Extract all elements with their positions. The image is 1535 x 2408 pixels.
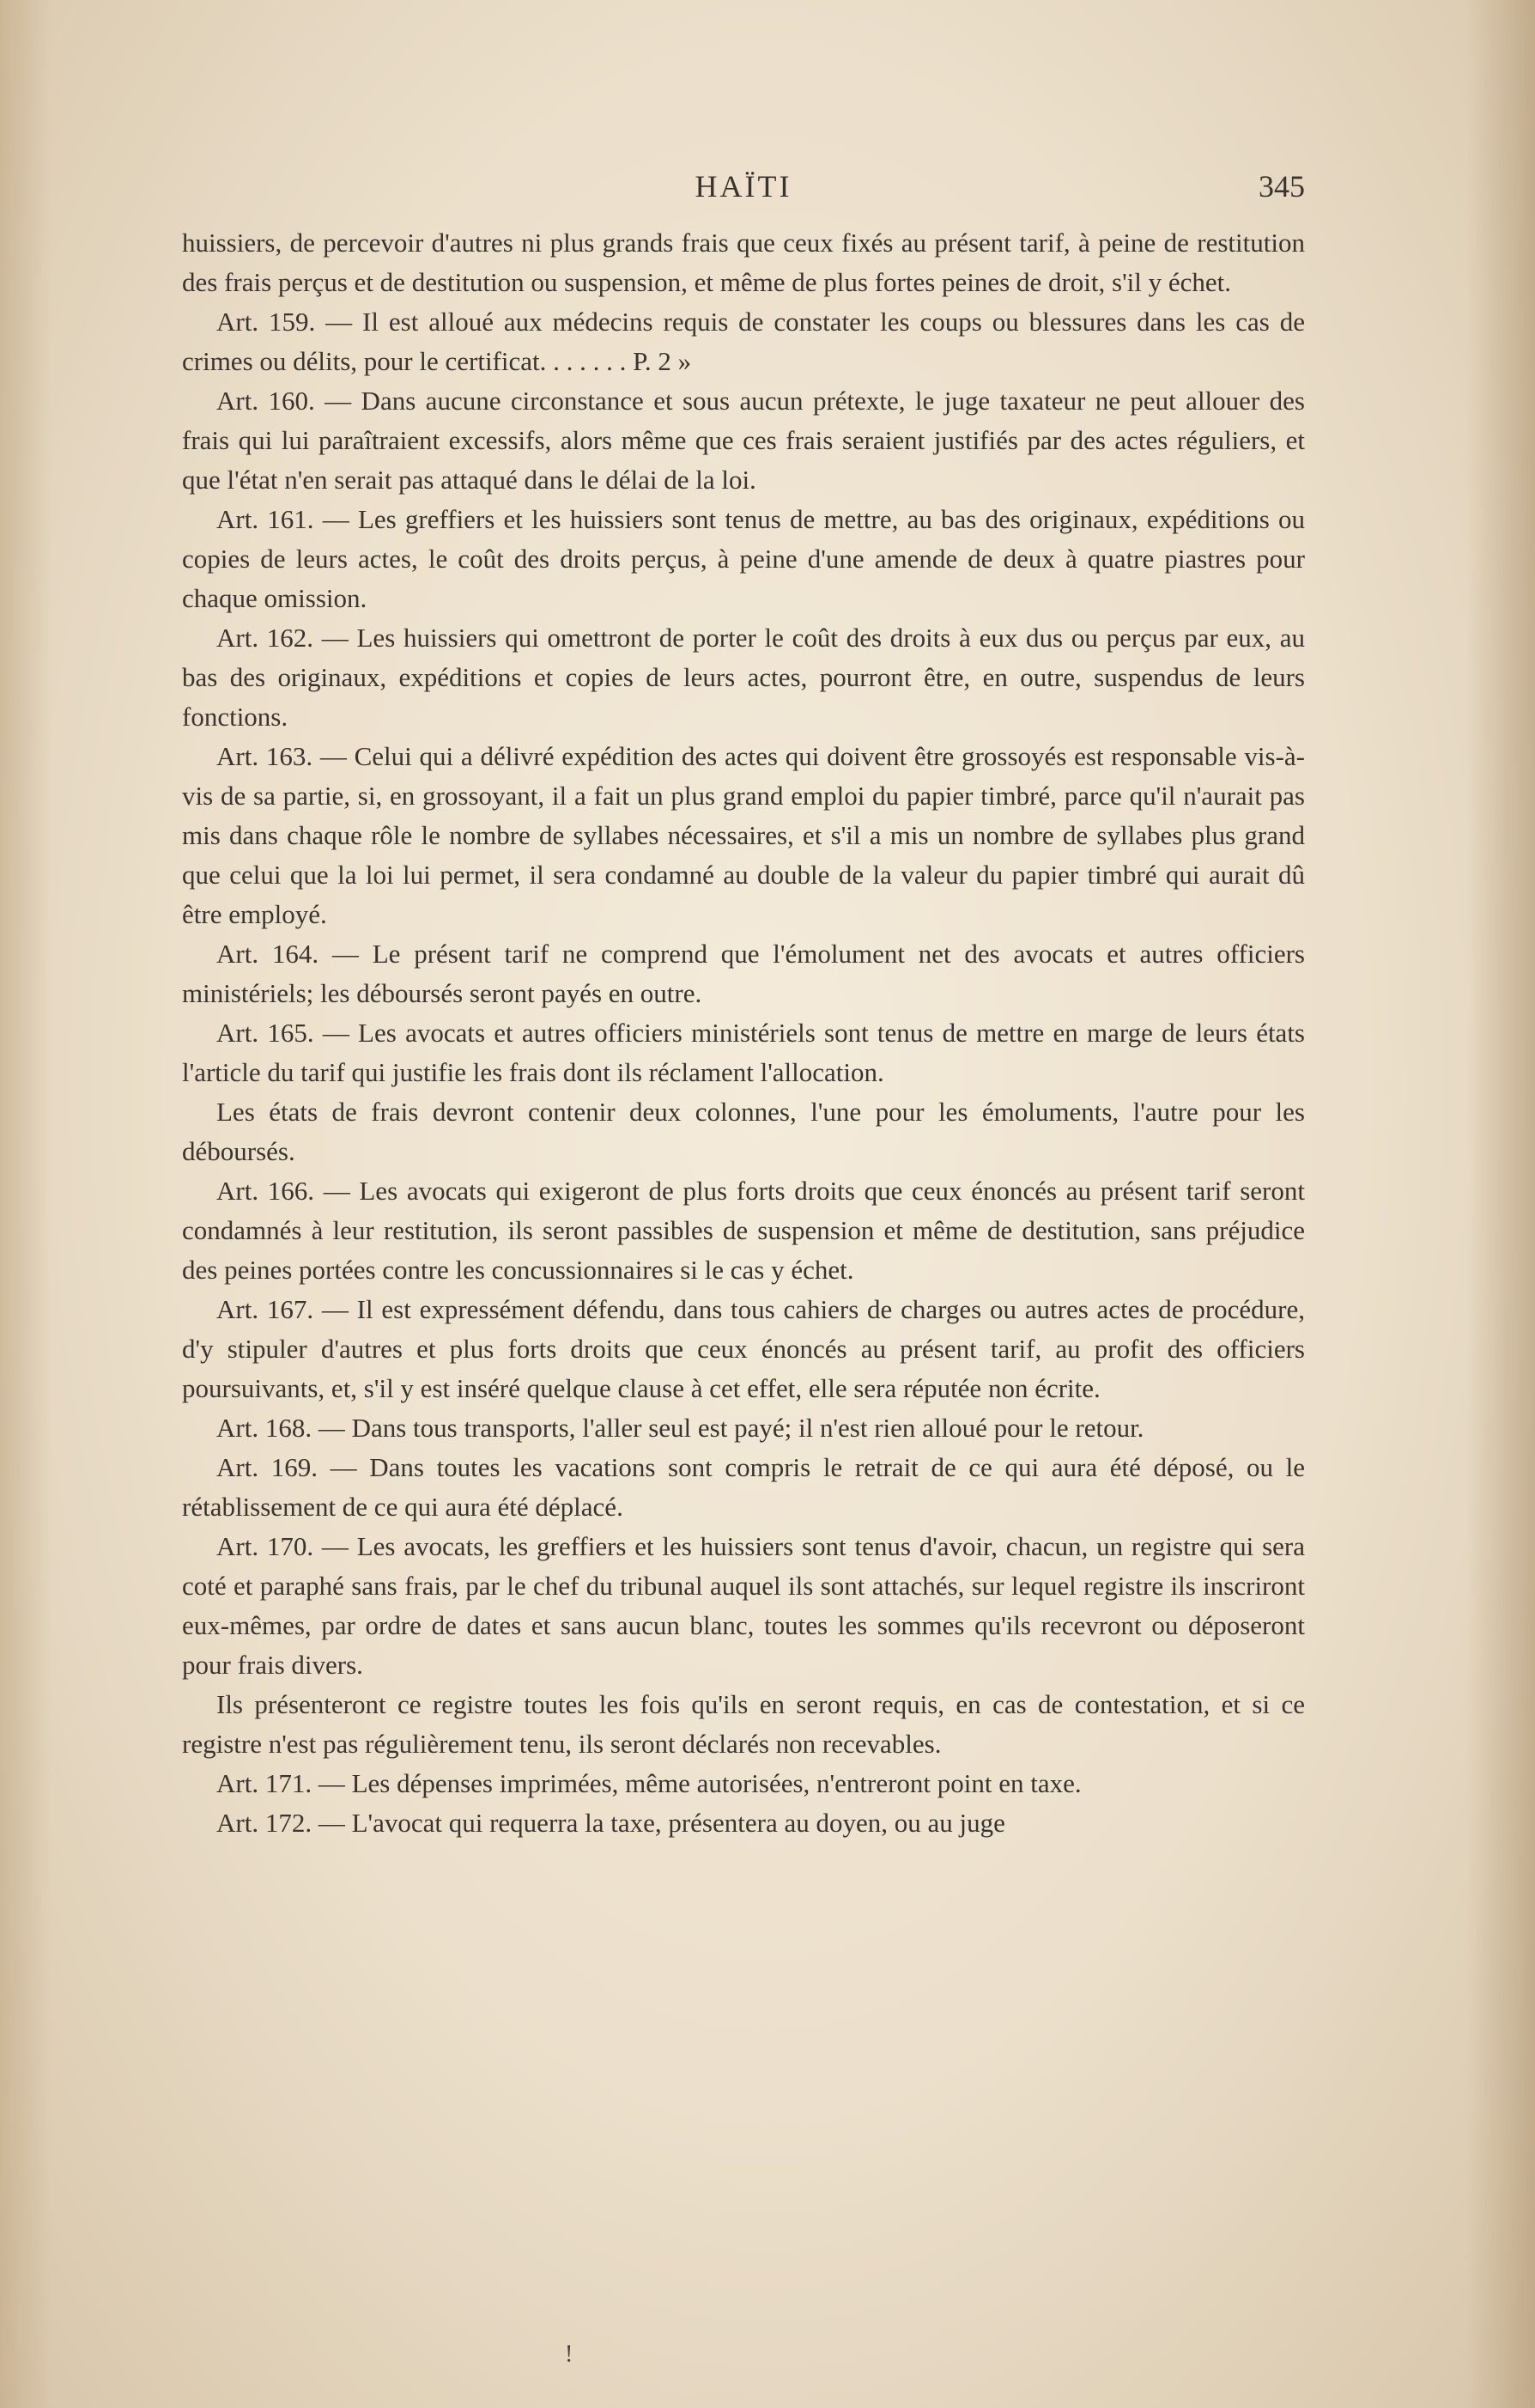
paragraph-art-161: Art. 161. — Les greffiers et les huissiers sont tenus de mettre, au bas des originaux, expéditions ou copies de leurs actes, le coût des droits perçus, à peine d'une amende de deux à quatre piastres pour chaque omission.: [182, 504, 1305, 613]
paragraph-art-166: Art. 166. — Les avocats qui exigeront de plus forts droits que ceux énoncés au présent tarif seront condamnés à leur restitution, ils seront passibles de suspension et même de destitution, sans préjudice des peines portées contre les concussionnaires si le cas y échet.: [182, 1176, 1305, 1285]
running-head: HAÏTI: [695, 169, 792, 204]
paragraph-art-168: Art. 168. — Dans tous transports, l'aller seul est payé; il n'est rien alloué pour le retour.: [216, 1413, 1144, 1443]
page-header: [182, 163, 1305, 215]
paragraph-art-165-cont: Les états de frais devront contenir deux colonnes, l'une pour les émoluments, l'autre pour les déboursés.: [182, 1097, 1305, 1166]
paragraph-art-167: Art. 167. — Il est expressément défendu, dans tous cahiers de charges ou autres actes de procédure, d'y stipuler d'autres et plus forts droits que ceux énoncés au présent tarif, au profit des officiers poursuivants, et, s'il y est inséré quelque clause à cet effet, elle sera réputée non écrite.: [182, 1294, 1305, 1403]
page-edge-right: [1466, 0, 1535, 2408]
paragraph-art-162: Art. 162. — Les huissiers qui omettront de porter le coût des droits à eux dus ou perçus par eux, au bas des originaux, expéditions et copies de leurs actes, pourront être, en outre, suspendus de leurs fonctions.: [182, 623, 1305, 732]
paragraph-continuation: huissiers, de percevoir d'autres ni plus grands frais que ceux fixés au présent tarif, à peine de restitution des frais perçus et de destitution ou suspension, et même de plus fortes peines de droit, s'il y échet.: [182, 228, 1305, 297]
page-number: 345: [1259, 169, 1305, 204]
paragraph-art-165: Art. 165. — Les avocats et autres officiers ministériels sont tenus de mettre en marge de leurs états l'article du tarif qui justifie les frais dont ils réclament l'allocation.: [182, 1018, 1305, 1087]
paragraph-art-171: Art. 171. — Les dépenses imprimées, même autorisées, n'entreront point en taxe.: [216, 1768, 1082, 1798]
page-edge-left: [0, 0, 52, 2408]
paragraph-art-170: Art. 170. — Les avocats, les greffiers et les huissiers sont tenus d'avoir, chacun, un registre qui sera coté et paraphé sans frais, par le chef du tribunal auquel ils sont attachés, sur lequel registre ils inscriront eux-mêmes, par ordre de dates et sans aucun blanc, toutes les sommes qu'ils recevront ou déposeront pour frais divers.: [182, 1531, 1305, 1680]
paragraph-art-164: Art. 164. — Le présent tarif ne comprend que l'émolument net des avocats et autres officiers ministériels; les déboursés seront payés en outre.: [182, 939, 1305, 1008]
paragraph-art-160: Art. 160. — Dans aucune circonstance et sous aucun prétexte, le juge taxateur ne peut allouer des frais qui lui paraîtraient excessifs, alors même que ces frais seraient justifiés par des actes réguliers, et que l'état n'en serait pas attaqué dans le délai de la loi.: [182, 386, 1305, 495]
paragraph-art-159: Art. 159. — Il est alloué aux médecins requis de constater les coups ou blessures dans les cas de crimes ou délits, pour le certificat. . . . . . . P. 2 »: [182, 307, 1305, 376]
paragraph-art-172: Art. 172. — L'avocat qui requerra la taxe, présentera au doyen, ou au juge: [216, 1808, 1005, 1838]
paragraph-art-169: Art. 169. — Dans toutes les vacations sont compris le retrait de ce qui aura été déposé, ou le rétablissement de ce qui aura été déplacé.: [182, 1452, 1305, 1522]
footer-mark: !: [565, 2341, 573, 2368]
paragraph-art-170-cont: Ils présenteront ce registre toutes les fois qu'ils en seront requis, en cas de contestation, et si ce registre n'est pas régulièrement tenu, ils seront déclarés non recevables.: [182, 1689, 1305, 1759]
paragraph-art-163: Art. 163. — Celui qui a délivré expédition des actes qui doivent être grossoyés est responsable vis-à-vis de sa partie, si, en grossoyant, il a fait un plus grand emploi du papier timbré, parce qu'il n'aurait pas mis dans chaque rôle le nombre de syllabes nécessaires, et s'il a mis un nombre de syllabes plus grand que celui que la loi lui permet, il sera condamné au double de la valeur du papier timbré qui aurait dû être employé.: [182, 741, 1305, 929]
body-text: [182, 223, 1305, 1843]
